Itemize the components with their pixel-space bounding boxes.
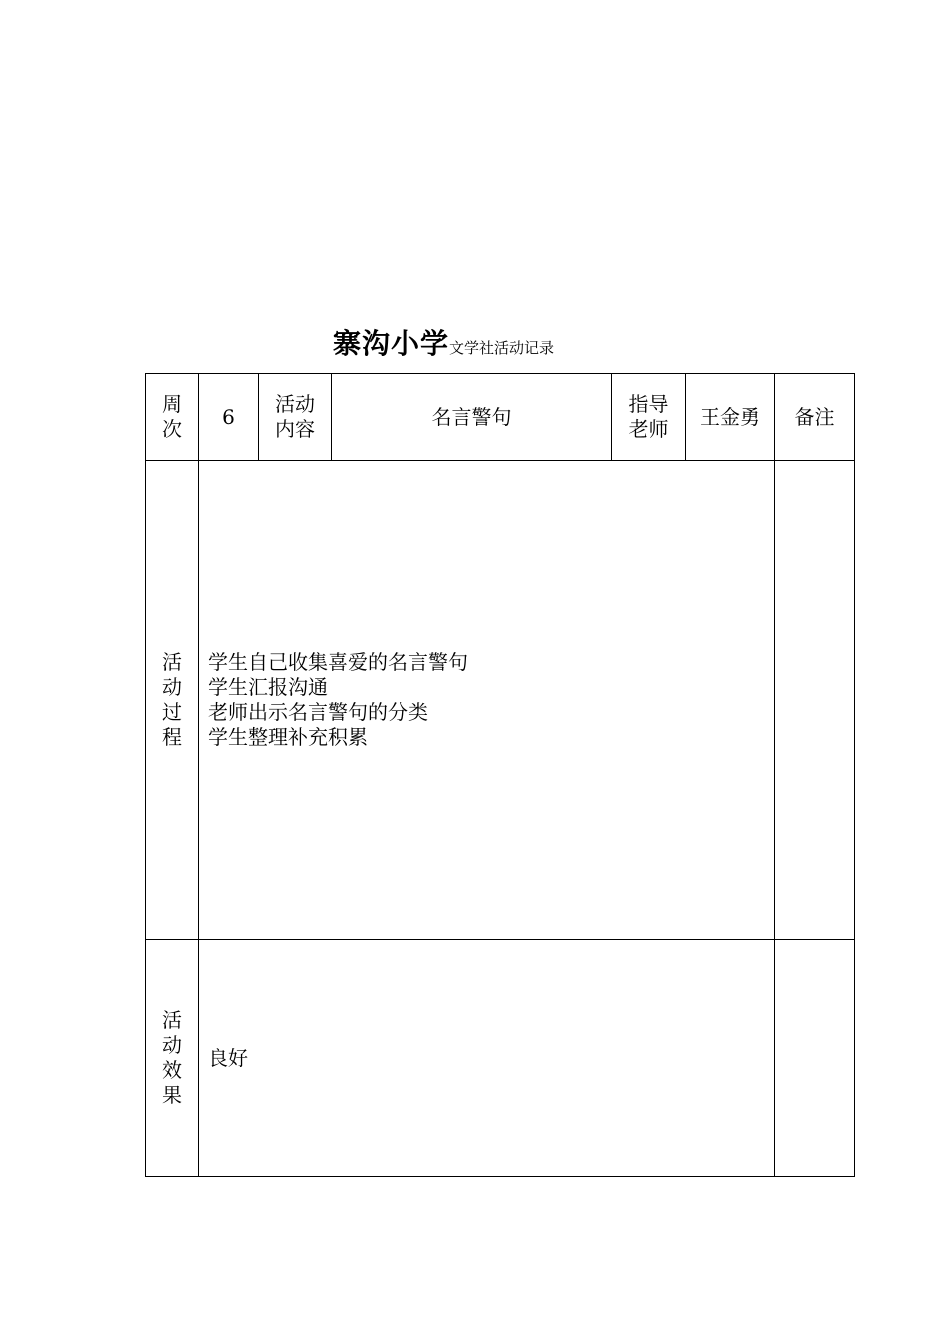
school-name: 寨沟小学: [333, 327, 450, 360]
process-line: 学生整理补充积累: [208, 725, 368, 749]
week-value-cell: [199, 374, 259, 461]
document-title: [333, 327, 555, 360]
activity-record-table: [145, 373, 855, 1177]
content-value-cell: [332, 374, 612, 461]
teacher-value-cell: [686, 374, 775, 461]
process-row: [146, 461, 855, 940]
effect-row: [146, 940, 855, 1177]
process-line: 学生自己收集喜爱的名言警句: [208, 650, 468, 674]
process-line: 学生汇报沟通: [208, 675, 328, 699]
content-label: 活动内容: [275, 392, 315, 441]
process-label: 活动过程: [162, 650, 182, 749]
process-label-cell: [146, 461, 199, 940]
effect-value: 良好: [208, 1045, 248, 1070]
week-label: 周次: [162, 392, 182, 441]
effect-label: 活动效果: [162, 1008, 182, 1107]
effect-remarks-cell: [775, 940, 855, 1177]
remarks-label: 备注: [794, 404, 835, 429]
effect-content-cell: [199, 940, 775, 1177]
remarks-label-cell: [775, 374, 855, 461]
week-value: 6: [222, 404, 235, 429]
process-content-cell: [199, 461, 775, 940]
header-row: [146, 374, 855, 461]
content-value: 名言警句: [431, 404, 512, 429]
teacher-label-cell: [612, 374, 686, 461]
teacher-label: 指导老师: [628, 392, 669, 441]
process-remarks-cell: [775, 461, 855, 940]
teacher-value: 王金勇: [700, 404, 760, 429]
content-label-cell: [259, 374, 332, 461]
process-line: 老师出示名言警句的分类: [208, 700, 428, 724]
effect-label-cell: [146, 940, 199, 1177]
week-label-cell: [146, 374, 199, 461]
record-subtitle: 文学社活动记录: [449, 339, 555, 357]
